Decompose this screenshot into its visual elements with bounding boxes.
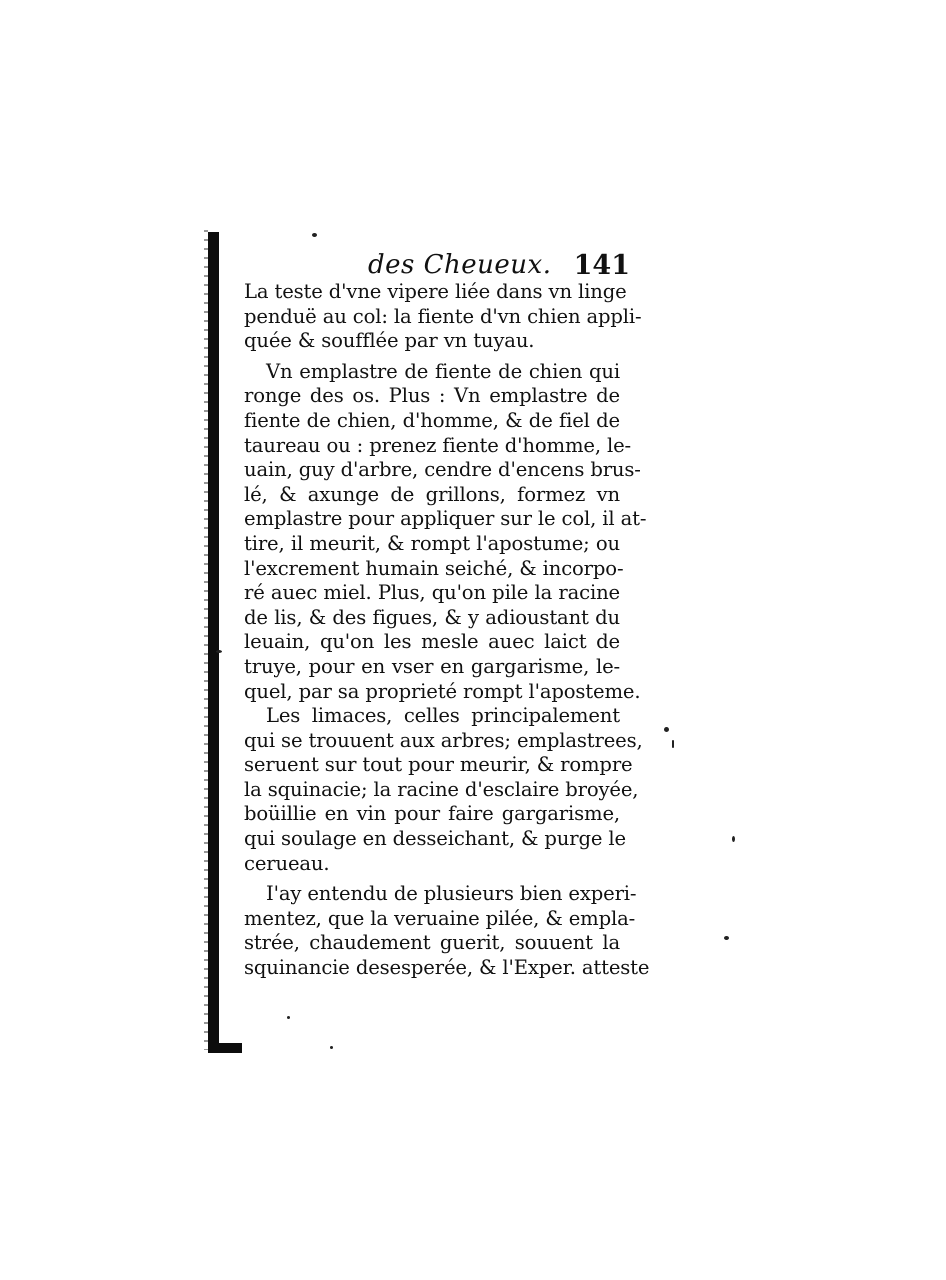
text-line: cerueau.: [244, 851, 330, 875]
body-text: [244, 280, 650, 981]
text-line: squinancie desesperée, & l'Exper. atteste: [244, 956, 650, 980]
text-line: quée & soufflée par vn tuyau.: [244, 329, 535, 353]
text-line: La teste d'vne vipere liée dans vn linge: [244, 280, 627, 303]
text-line: fiente de chien, d'homme, & de fiel de: [244, 408, 620, 432]
text-line: boüillie en vin pour faire gargarisme,: [244, 802, 620, 826]
text-line: strée, chaudement guerit, souuent la: [244, 931, 620, 955]
text-line: lé, & axunge de grillons, formez vn: [244, 482, 620, 506]
scan-speck: [672, 740, 674, 748]
page-number: 141: [573, 250, 630, 281]
paragraph-start-line: Les limaces, celles principalement: [266, 704, 620, 728]
scan-speck: [732, 836, 735, 842]
text-line: l'excrement humain seiché, & incorpo-: [244, 556, 624, 580]
text-line: truye, pour en vser en gargarisme, le-: [244, 654, 620, 678]
scan-speck: [287, 1016, 290, 1019]
text-line: penduë au col: la fiente d'vn chien appli-: [244, 304, 642, 328]
text-line: taureau ou : prenez fiente d'homme, le-: [244, 433, 632, 457]
scan-speck: [216, 650, 222, 653]
text-line: ronge des os. Plus : Vn emplastre de: [244, 384, 620, 408]
text-line: la squinacie; la racine d'esclaire broyée,: [244, 777, 639, 801]
scan-speck: [330, 1046, 333, 1049]
text-line: emplastre pour appliquer sur le col, il at-: [244, 507, 647, 531]
text-line: seruent sur tout pour meurir, & rompre: [244, 753, 633, 777]
text-line: tire, il meurit, & rompt l'apostume; ou: [244, 531, 620, 555]
text-line: qui soulage en desseichant, & purge le: [244, 827, 626, 851]
text-line: quel, par sa proprieté rompt l'aposteme.: [244, 679, 641, 703]
paragraph-start-line: I'ay entendu de plusieurs bien experi-: [266, 882, 637, 906]
running-title: des Cheueux.: [368, 250, 552, 280]
text-line: uain, guy d'arbre, cendre d'encens brus-: [244, 458, 641, 482]
paragraph-start-line: Vn emplastre de fiente de chien qui: [266, 359, 620, 383]
binding-edge-foot: [208, 1043, 242, 1053]
text-line: de lis, & des figues, & y adioustant du: [244, 605, 620, 629]
text-line: mentez, que la veruaine pilée, & empla-: [244, 906, 636, 930]
text-line: qui se trouuent aux arbres; emplastrees,: [244, 728, 643, 752]
binding-edge: [208, 232, 219, 1052]
scan-speck: [664, 727, 669, 732]
text-line: leuain, qu'on les mesle auec laict de: [244, 630, 620, 654]
scan-speck: [312, 233, 317, 237]
text-line: ré auec miel. Plus, qu'on pile la racine: [244, 581, 620, 605]
scan-speck: [724, 936, 729, 940]
